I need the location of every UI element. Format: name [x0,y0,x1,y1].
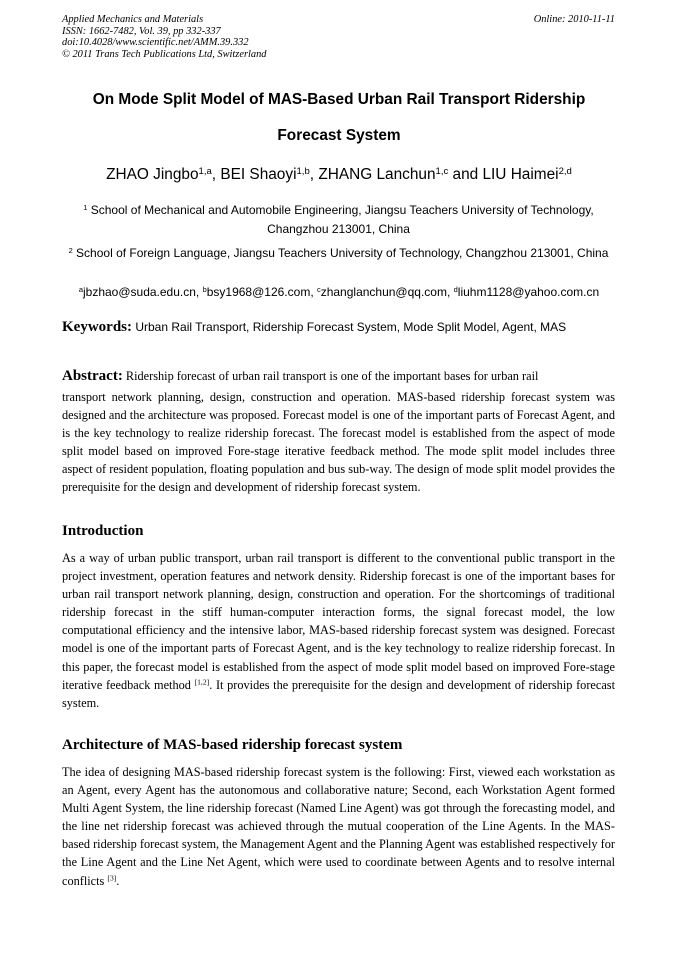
journal-name: Applied Mechanics and Materials [62,14,204,25]
architecture-paragraph [62,763,615,890]
author-name: BEI Shaoyi [220,166,297,183]
email-mark: b [202,284,207,294]
copyright-line: © 2011 Trans Tech Publications Ltd, Switzerland [62,48,267,60]
author-separator: and [448,166,483,183]
introduction-text-end: . It provides the prerequisite for the design and development of ridership forecast system. [62,677,615,710]
email-address: jbzhao@suda.edu.cn [82,285,196,299]
affiliation-text: School of Mechanical and Automobile Engineering, Jiangsu Teachers University of Technology, Changzhou 213001, China [87,203,594,236]
introduction-paragraph [62,549,615,712]
paper-title-line-2: Forecast System [277,127,401,144]
author-name: ZHANG Lanchun [318,166,436,183]
architecture-text-end: . [116,873,120,888]
introduction-text: As a way of urban public transport, urban rail transport is different to the conventional public transport in the project investment, operation features and network density. Ridership forecast is one of the important bases for urban rail transport network planning, design, construction and operation. For the shortcomings of traditional ridership forecast in the stiff human-computer interaction forms, the signal forecast model, the low computational efficiency and the intensive labor, MAS-based ridership forecast system was designed. Forecast model is one of the important parts of Forecast Agent, and is the key technology to realize ridership forecast. In this paper, the forecast model is established from the aspect of mode split model based on improved Fore-stage iterative feedback method [62,551,615,692]
doi-line: doi:10.4028/www.scientific.net/AMM.39.332 [62,37,249,49]
keywords [62,318,622,336]
issn-line: ISSN: 1662-7482, Vol. 39, pp 332-337 [62,25,221,37]
abstract-first-text: Ridership forecast of urban rail transport is one of the important bases for urban rail [122,369,539,383]
email-mark: c [316,284,321,294]
author-affil-mark: 1,c [435,165,449,177]
email-address: liuhm1128@yahoo.com.cn [457,285,600,299]
citation-mark: [1,2] [194,677,210,687]
citation-mark: [3] [107,873,117,882]
architecture-text: The idea of designing MAS-based ridership forecast system is the following: First, viewed each workstation as an Agent, every Agent has the autonomous and collaborative nature; Second, each Workstation Agent formed Multi Agent System, the line ridership forecast (Named Line Agent) was got through the forecasting model, and the line net ridership forecast was achieved through the mutual cooperation of the Line Agents. In the MAS-based ridership forecast system, the Management Agent and the Planning Agent was established respectively for the Line Agent and the Line Net Agent, which were used to coordinate between Agents and to resolve internal conflicts [62,765,615,888]
section-heading-introduction: Introduction [62,523,144,539]
author-separator: , [309,166,319,183]
email-address: zhanglanchun@qq.com [320,285,447,299]
email-separator: , [195,285,203,299]
author-separator: , [211,166,221,183]
author-affil-mark: 2,d [558,165,572,177]
abstract [62,364,615,497]
affiliation-2 [62,244,615,263]
affiliation-mark: 2 [68,245,73,255]
author-affil-mark: 1,b [296,165,310,177]
abstract-text: transport network planning, design, construction and operation. MAS-based ridership forecast system was designed and the architecture was proposed. Forecast model is one of the important parts of Forecast Agent, and is the key technology to realize ridership forecast. The forecast model is established from the aspect of mode split model based on improved Fore-stage iterative feedback method. The mode split model includes three aspect of resident population, floating population and bus sub-way. The design of mode split model provides the prerequisite for the design and development of ridership forecast system. [62,390,615,495]
author-name: LIU Haimei [482,166,559,183]
paper-title-line-1: On Mode Split Model of MAS-Based Urban Rail Transport Ridership [92,91,586,108]
author-list [40,166,638,184]
affiliation-text: School of Foreign Language, Jiangsu Teachers University of Technology, Changzhou 213001, China [72,246,609,260]
affiliation-1 [62,201,615,239]
abstract-first-line [62,364,615,388]
journal-header [62,14,615,60]
online-date: Online: 2010-11-11 [533,14,615,25]
author-affil-mark: 1,a [198,165,212,177]
affiliation-mark: 1 [83,202,88,212]
email-mark: d [453,284,458,294]
email-address: bsy1968@126.com [206,285,311,299]
keywords-label: Keywords: [62,319,132,335]
email-separator: , [446,285,454,299]
email-separator: , [310,285,317,299]
author [482,166,571,183]
keywords-text: Urban Rail Transport, Ridership Forecast System, Mode Split Model, Agent, MAS [132,320,567,334]
author [318,166,482,183]
abstract-label: Abstract: [62,368,123,384]
email-mark: a [78,284,83,294]
author-name: ZHAO Jingbo [106,166,199,183]
author [220,166,318,183]
email-list [40,285,638,299]
section-heading-architecture: Architecture of MAS-based ridership forecast system [62,737,403,753]
author [106,166,220,183]
